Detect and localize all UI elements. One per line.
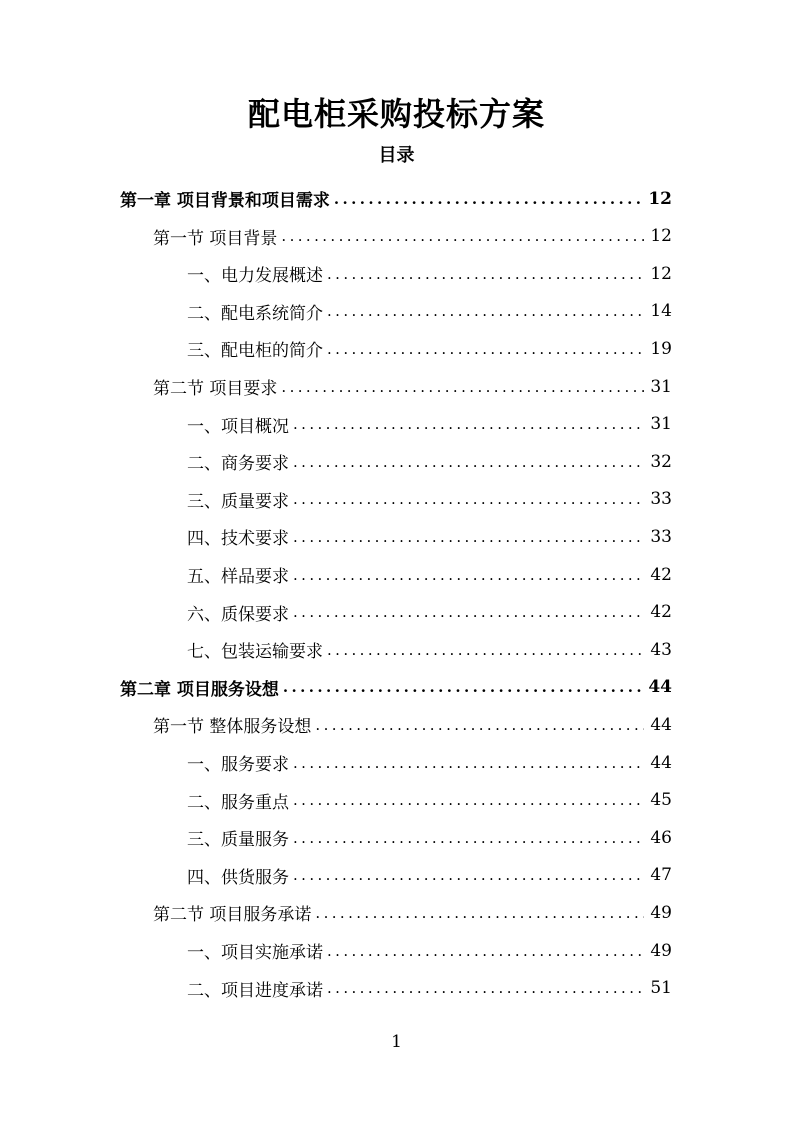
toc-entry[interactable] — [187, 819, 672, 856]
toc-leader-dots — [293, 528, 644, 546]
toc-entry[interactable] — [187, 631, 672, 668]
toc-entry-page: 33 — [650, 489, 672, 510]
toc-entry-label: 一、电力发展概述 — [187, 266, 323, 287]
toc-leader-dots — [293, 490, 644, 508]
toc-entry-page: 49 — [650, 940, 672, 961]
toc-heading: 目录 — [378, 145, 415, 166]
toc-entry-page: 31 — [650, 414, 672, 435]
toc-entry-label: 第一章 项目背景和项目需求 — [120, 191, 330, 211]
toc-entry[interactable] — [187, 518, 672, 555]
toc-entry-label: 七、包装运输要求 — [187, 642, 323, 663]
toc-entry[interactable] — [187, 932, 672, 969]
toc-entry[interactable] — [153, 368, 672, 405]
toc-entry-label: 一、项目实施承诺 — [187, 943, 323, 963]
toc-entry[interactable] — [187, 970, 672, 1007]
toc-entry-page: 42 — [650, 602, 672, 623]
toc-leader-dots — [293, 754, 644, 772]
toc-entry[interactable] — [120, 669, 672, 706]
toc-leader-dots — [293, 603, 644, 621]
toc-entry-label: 六、质保要求 — [187, 604, 289, 625]
toc-leader-dots — [327, 302, 644, 320]
toc-leader-dots — [327, 641, 644, 659]
toc-entry-label: 第一节 整体服务设想 — [153, 717, 312, 738]
toc-entry-label: 第一节 项目背景 — [153, 228, 278, 249]
toc-entry-label: 四、技术要求 — [187, 529, 289, 550]
toc-entry-page: 12 — [648, 188, 672, 209]
toc-entry-label: 一、项目概况 — [187, 416, 289, 437]
toc-leader-dots — [315, 904, 644, 922]
toc-entry-page: 43 — [650, 639, 672, 660]
toc-entry-label: 三、质量服务 — [187, 830, 289, 851]
toc-leader-dots — [293, 829, 644, 847]
toc-entry[interactable] — [187, 406, 672, 443]
toc-leader-dots — [327, 340, 644, 358]
toc-entry-page: 33 — [650, 526, 672, 547]
toc-entry-label: 五、样品要求 — [187, 567, 289, 587]
toc-entry-label: 第二节 项目服务承诺 — [153, 905, 312, 926]
toc-entry[interactable] — [187, 556, 672, 593]
toc-entry[interactable] — [187, 594, 672, 631]
toc-entry[interactable] — [187, 481, 672, 518]
toc-entry[interactable] — [153, 706, 672, 743]
document-title: 配电柜采购投标方案 — [247, 95, 545, 133]
toc-entry[interactable] — [187, 255, 672, 292]
toc-entry-page: 44 — [650, 714, 672, 735]
toc-entry[interactable] — [187, 330, 672, 367]
toc-leader-dots — [327, 265, 644, 283]
toc-entry-label: 一、服务要求 — [187, 755, 289, 775]
toc-entry-page: 44 — [650, 752, 672, 773]
toc-entry[interactable] — [153, 894, 672, 931]
toc-entry-page: 12 — [650, 263, 672, 284]
toc-leader-dots — [283, 678, 642, 696]
toc-leader-dots — [281, 378, 644, 396]
toc-entry-page: 42 — [650, 564, 672, 585]
toc-entry-page: 14 — [650, 301, 672, 322]
toc-entry-page: 46 — [650, 827, 672, 848]
toc-entry-page: 12 — [650, 226, 672, 247]
toc-entry-label: 二、商务要求 — [187, 454, 289, 475]
page-number: 1 — [391, 1032, 402, 1052]
toc-entry-label: 三、配电柜的简介 — [187, 341, 323, 362]
toc-leader-dots — [293, 866, 644, 884]
toc-leader-dots — [327, 942, 644, 960]
toc-leader-dots — [293, 791, 644, 809]
toc-entry-page: 49 — [650, 902, 672, 923]
toc-entry-label: 第二节 项目要求 — [153, 379, 278, 399]
toc-leader-dots — [327, 979, 644, 997]
toc-entry-page: 32 — [650, 451, 672, 472]
toc-entry-page: 51 — [650, 978, 672, 999]
toc-entry[interactable] — [120, 180, 672, 217]
toc-entry[interactable] — [187, 443, 672, 480]
toc-entry[interactable] — [187, 293, 672, 330]
toc-entry-page: 44 — [648, 677, 672, 698]
toc-leader-dots — [334, 190, 642, 208]
toc-entry-page: 31 — [650, 376, 672, 397]
toc-leader-dots — [293, 415, 644, 433]
toc-leader-dots — [293, 453, 644, 471]
toc-entry-label: 二、配电系统简介 — [187, 303, 323, 324]
toc-leader-dots — [315, 716, 644, 734]
toc-entry[interactable] — [187, 744, 672, 781]
toc-entry[interactable] — [187, 782, 672, 819]
toc-leader-dots — [293, 566, 644, 584]
toc-entry-label: 第二章 项目服务设想 — [120, 679, 279, 700]
toc-entry-page: 45 — [650, 790, 672, 811]
toc-entry-label: 二、项目进度承诺 — [187, 980, 323, 1001]
toc-entry-page: 47 — [650, 865, 672, 886]
toc-leader-dots — [281, 227, 644, 245]
toc-entry-label: 三、质量要求 — [187, 491, 289, 512]
toc-entry[interactable] — [187, 857, 672, 894]
toc-entry[interactable] — [153, 218, 672, 255]
toc-entry-label: 二、服务重点 — [187, 792, 289, 813]
toc-entry-page: 19 — [650, 338, 672, 359]
toc-entry-label: 四、供货服务 — [187, 867, 289, 888]
